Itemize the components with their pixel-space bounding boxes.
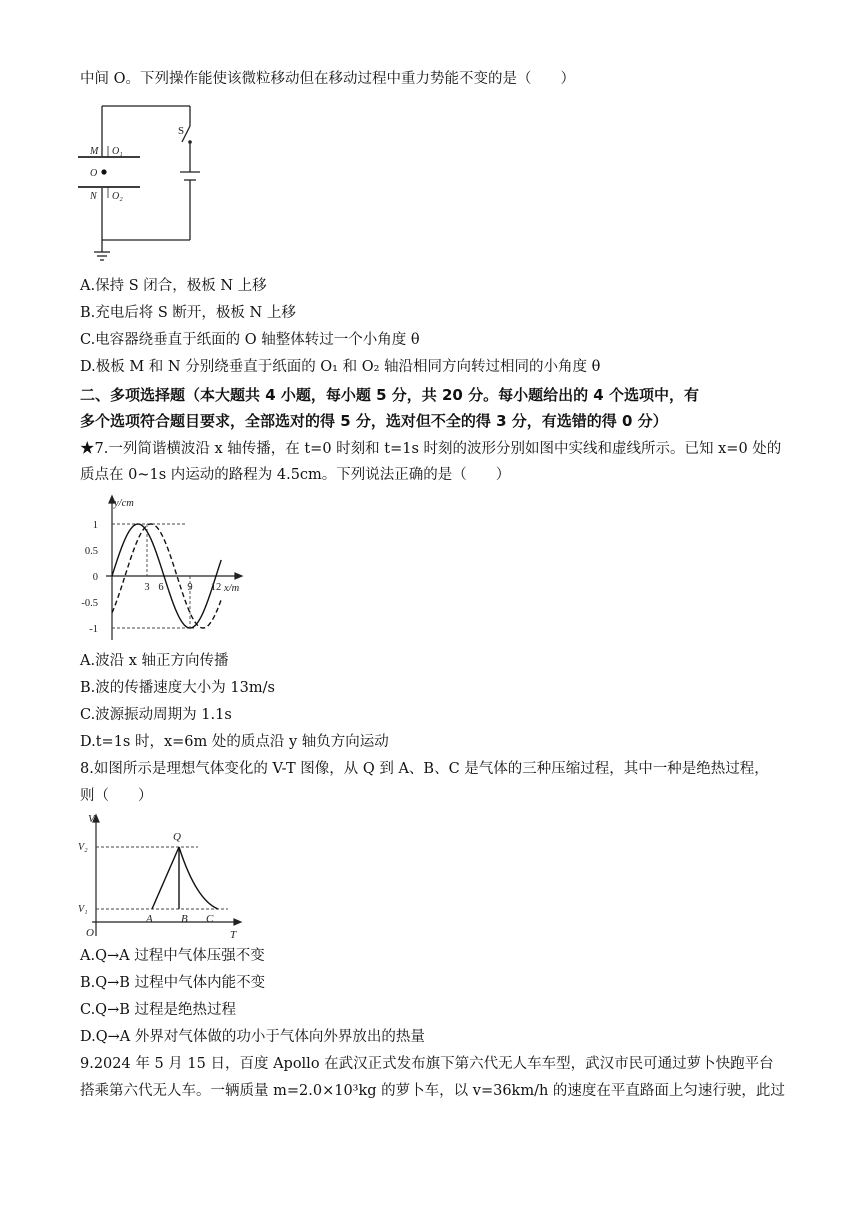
q6-option-b: B.充电后将 S 断开，极板 N 上移 [80,305,296,321]
q7-stem-line1: ★7.一列简谐横波沿 x 轴传播，在 t=0 时刻和 t=1s 时刻的波形分别如图中实线和虚线所示。已知 x=0 处的 [80,441,782,457]
x-tick-label: 9 [187,582,193,593]
x-axis-label: x/m [224,583,240,594]
section2-heading-line1: 二、多项选择题（本大题共 4 小题，每小题 5 分，共 20 分。每小题给出的 4 个选项中，有 [80,386,699,404]
v2-label: V₂ [78,842,88,853]
q8-stem-line2: 则（ ） [80,788,153,804]
x-axis-arrow [235,573,242,579]
q6-stem-tail: 中间 O。下列操作能使该微粒移动但在移动过程中重力势能不变的是（ ） [80,71,575,87]
q8-option-d: D.Q→A 外界对气体做的功小于气体向外界放出的热量 [80,1029,425,1045]
wave-chart [76,492,256,642]
q6-option-d: D.极板 M 和 N 分别绕垂直于纸面的 O₁ 和 O₂ 轴沿相同方向转过相同的小角度 θ [80,359,601,375]
switch-label: S [178,125,185,137]
point-b-label: B [181,913,188,925]
v1-label: V₁ [78,904,88,915]
y-tick-label: 0.5 [84,546,98,557]
x-tick-label: 6 [158,582,164,593]
point-q-label: Q [173,831,181,843]
plate-m-label: M [90,146,99,157]
vt-graph-figure [78,812,248,944]
particle-dot [101,169,106,174]
y-axis-label: y/cm [114,498,134,509]
origin-label: O [86,927,94,939]
q7-option-d: D.t=1s 时，x=6m 处的质点沿 y 轴负方向运动 [80,734,389,750]
q8-option-c: C.Q→B 过程是绝热过程 [80,1002,236,1018]
process-q-c-curve [179,847,218,909]
center-o-label: O [90,168,98,179]
capacitor-circuit-figure [78,100,208,268]
point-c-label: C [206,913,214,925]
q8-option-b: B.Q→B 过程中气体内能不变 [80,975,266,991]
y-tick-label: -1 [89,624,98,635]
q6-option-a: A.保持 S 闭合，极板 N 上移 [80,278,267,294]
point-a-label: A [146,913,153,925]
q7-option-a: A.波沿 x 轴正方向传播 [80,653,229,669]
y-tick-label: 1 [92,520,98,531]
t-axis-arrow [234,919,241,925]
v-axis-label: V [88,813,95,825]
q8-option-a: A.Q→A 过程中气体压强不变 [80,948,265,964]
axis-o2-label: O₂ [112,191,123,202]
y-tick-label: 0 [92,572,98,583]
q6-option-c: C.电容器绕垂直于纸面的 O 轴整体转过一个小角度 θ [80,332,420,348]
q7-stem-line2: 质点在 0~1s 内运动的路程为 4.5cm。下列说法正确的是（ ） [80,467,511,483]
t-axis-label: T [230,929,237,941]
process-q-a-line [152,847,179,909]
q7-option-c: C.波源振动周期为 1.1s [80,707,232,723]
y-tick-label: -0.5 [81,598,98,609]
q9-line1: 9.2024 年 5 月 15 日，百度 Apollo 在武汉正式发布旗下第六代无人车车型，武汉市民可通过萝卜快跑平台 [80,1056,774,1072]
q9-line2: 搭乘第六代无人车。一辆质量 m=2.0×10³kg 的萝卜车，以 v=36km/h 的速度在平直路面上匀速行驶，此过 [80,1083,785,1099]
section2-heading-line2: 多个选项符合题目要求，全部选对的得 5 分，选对但不全的得 3 分，有选错的得 0 分） [80,412,668,430]
x-tick-label: 12 [210,582,222,593]
plate-n-label: N [90,191,97,202]
axis-o1-label: O₁ [112,146,123,157]
x-tick-label: 3 [144,582,150,593]
q7-option-b: B.波的传播速度大小为 13m/s [80,680,275,696]
q8-stem-line1: 8.如图所示是理想气体变化的 V-T 图像，从 Q 到 A、B、C 是气体的三种压缩过程，其中一种是绝热过程， [80,761,769,777]
